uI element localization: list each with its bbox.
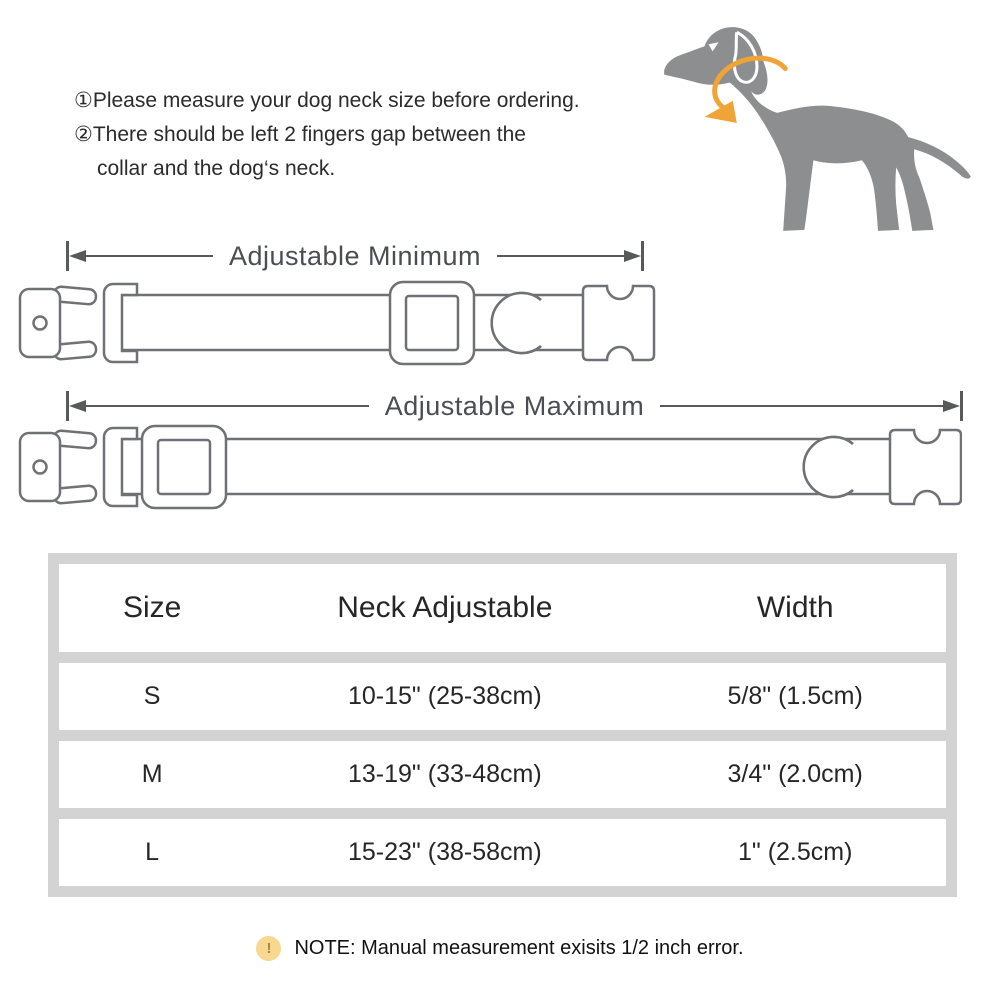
adjustable-maximum-measure [66, 390, 963, 422]
instruction-line-1: ①Please measure your dog neck size before ordering. [74, 89, 580, 112]
collar-strap [118, 439, 892, 494]
instruction-line-3: collar and the dog‘s neck. [97, 157, 336, 180]
measurement-note [0, 936, 1000, 961]
cell-neck: 13-19" (33-48cm) [347, 760, 542, 788]
cell-size: S [143, 682, 161, 710]
cell-width: 1" (2.5cm) [737, 838, 853, 866]
exclamation-icon: ! [256, 936, 281, 961]
buckle-pin-hole [34, 461, 47, 474]
measure-line [660, 405, 943, 407]
measure-line [86, 255, 213, 257]
measure-end-bar [641, 241, 644, 271]
d-ring-inner [492, 293, 541, 353]
instruction-line-2: ②There should be left 2 fingers gap between the [74, 123, 526, 146]
cell-size: M [141, 760, 163, 788]
dog-silhouette [664, 27, 971, 231]
note-text: NOTE: Manual measurement exisits 1/2 inch error. [294, 937, 744, 959]
header-neck-adjustable: Neck Adjustable [337, 591, 553, 624]
cell-neck: 15-23" (38-58cm) [347, 838, 542, 866]
ordering-instructions [74, 84, 674, 186]
slide-adjuster-inner [406, 296, 458, 350]
table-row [59, 741, 946, 808]
dog-icon [646, 10, 994, 240]
header-width: Width [756, 591, 834, 624]
measure-line [497, 255, 624, 257]
table-row [59, 663, 946, 730]
adjustable-minimum-measure [66, 240, 644, 272]
clasp-housing [583, 286, 654, 360]
adjustable-minimum-label: Adjustable Minimum [228, 240, 482, 271]
adjustable-maximum-label: Adjustable Maximum [384, 390, 645, 421]
buckle-pin-hole [34, 317, 47, 330]
arrowhead-left-icon [69, 250, 86, 262]
cell-width: 5/8" (1.5cm) [727, 682, 863, 710]
collar-minimum-diagram [12, 280, 657, 366]
clasp-housing [890, 430, 961, 504]
cell-neck: 10-15" (25-38cm) [347, 682, 542, 710]
header-size: Size [122, 591, 182, 624]
d-ring-inner [804, 437, 853, 497]
arrowhead-right-icon [943, 400, 960, 412]
collar-maximum-diagram [12, 424, 962, 510]
arrowhead-right-icon [624, 250, 641, 262]
measure-end-bar [960, 391, 963, 421]
size-table [48, 553, 957, 897]
measure-line [86, 405, 369, 407]
table-row [59, 819, 946, 886]
arrowhead-left-icon [69, 400, 86, 412]
cell-width: 3/4" (2.0cm) [727, 760, 863, 788]
slide-adjuster-inner [158, 440, 210, 494]
size-table-header-row [59, 564, 946, 652]
cell-size: L [145, 838, 160, 866]
dog-neck-measure-illustration [646, 10, 994, 240]
